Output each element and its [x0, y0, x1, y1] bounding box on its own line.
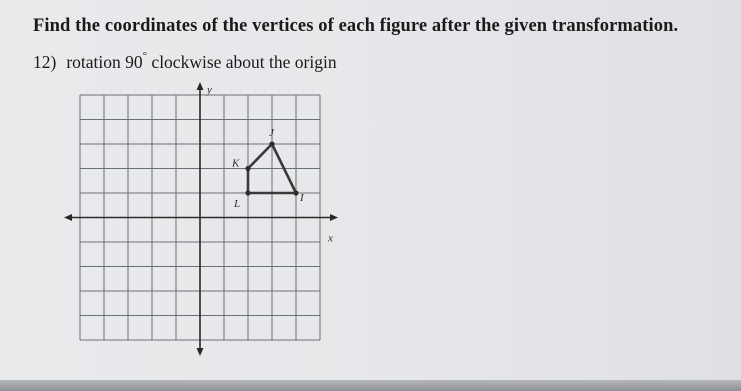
instructions-heading: Find the coordinates of the vertices of each figure after the given transformation.	[33, 16, 679, 36]
problem-number: 12)	[33, 52, 57, 72]
degree-symbol: °	[142, 50, 148, 62]
labels	[206, 84, 333, 245]
x-axis-arrow-left-icon	[64, 214, 72, 221]
bottom-edge-bar	[0, 380, 741, 391]
vertex-label-j: J	[269, 127, 274, 139]
vertex-label-i: I	[300, 192, 304, 204]
y-axis-label: y	[207, 84, 212, 96]
vertex-point-l	[245, 190, 250, 195]
vertex-label-l: L	[234, 198, 241, 210]
vertex-point-j	[269, 141, 274, 146]
vertex-label-k: K	[232, 157, 240, 170]
x-axis-label: x	[328, 232, 333, 245]
y-axis-arrow-up-icon	[197, 82, 204, 90]
y-axis-arrow-down-icon	[197, 348, 204, 356]
problem-text-before: rotation 90	[66, 52, 143, 72]
axes	[64, 82, 338, 356]
vertex-point-k	[245, 166, 250, 171]
problem-text-after: clockwise about the origin	[147, 52, 337, 72]
x-axis-arrow-right-icon	[330, 214, 338, 221]
vertex-point-i	[293, 190, 298, 195]
